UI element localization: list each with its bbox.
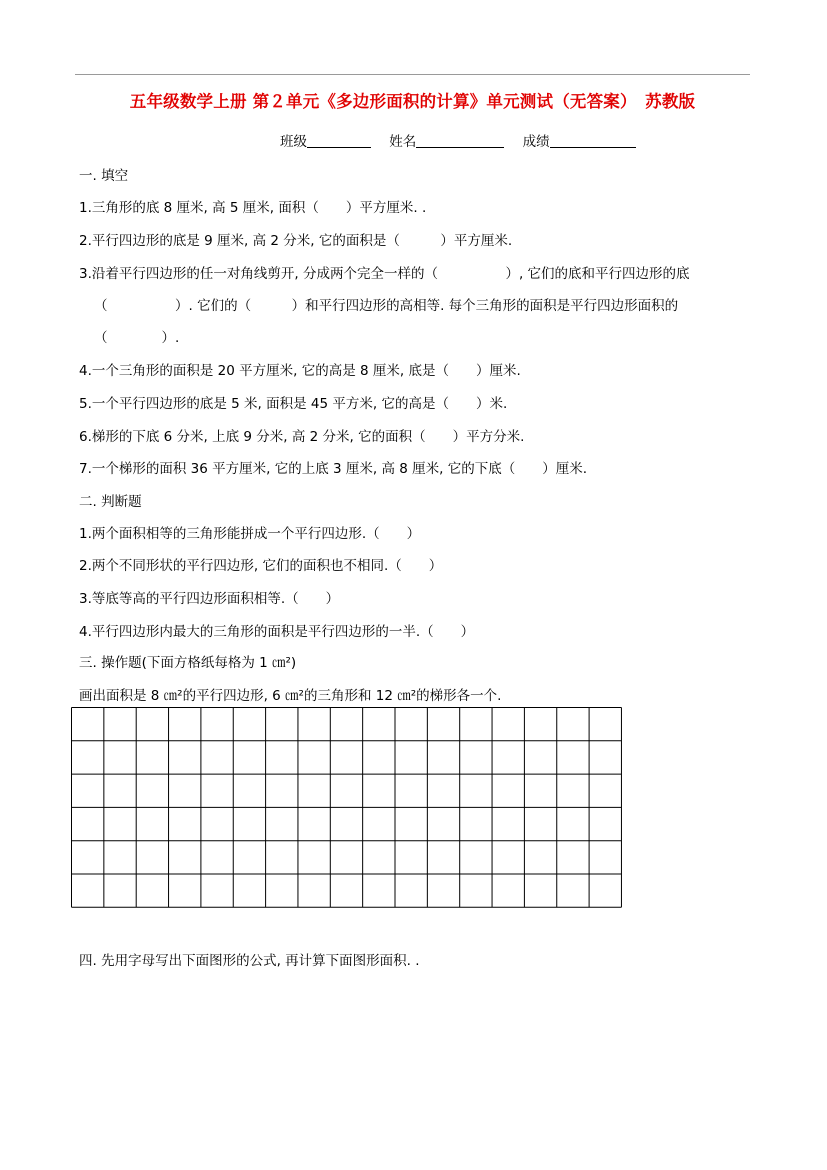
section1-q4: 4.一个三角形的面积是 20 平方厘米, 它的高是 8 厘米, 底是（ ）厘米. <box>79 363 521 379</box>
section2-q1: 1.两个面积相等的三角形能拼成一个平行四边形.（ ） <box>79 526 421 542</box>
section2-q4: 4.平行四边形内最大的三角形的面积是平行四边形的一半.（ ） <box>79 624 475 640</box>
class-label: 班级 <box>280 134 307 150</box>
header-rule <box>75 74 750 75</box>
name-blank[interactable] <box>416 133 504 148</box>
score-blank[interactable] <box>550 133 636 148</box>
student-info <box>280 130 650 150</box>
section1-q6: 6.梯形的下底 6 分米, 上底 9 分米, 高 2 分米, 它的面积（ ）平方分米. <box>79 429 525 445</box>
section1-q7: 7.一个梯形的面积 36 平方厘米, 它的上底 3 厘米, 高 8 厘米, 它的下底（ ）厘米. <box>79 461 588 477</box>
square-grid-paper[interactable] <box>71 707 623 909</box>
section1-q5: 5.一个平行四边形的底是 5 米, 面积是 45 平方米, 它的高是（ ）米. <box>79 396 508 412</box>
section1-q2: 2.平行四边形的底是 9 厘米, 高 2 分米, 它的面积是（ ）平方厘米. <box>79 233 513 249</box>
name-label: 姓名 <box>389 134 417 150</box>
section4-heading: 四. 先用字母写出下面图形的公式, 再计算下面图形面积. . <box>79 953 420 969</box>
section2-heading: 二. 判断题 <box>79 494 142 510</box>
section2-q3: 3.等底等高的平行四边形面积相等.（ ） <box>79 591 340 607</box>
section2-q2: 2.两个不同形状的平行四边形, 它们的面积也不相同.（ ） <box>79 558 443 574</box>
section1-q3-line3: （ ）. <box>94 330 180 346</box>
section1-heading: 一. 填空 <box>79 168 129 184</box>
section1-q3-line1: 3.沿着平行四边形的任一对角线剪开, 分成两个完全一样的（ ）, 它们的底和平行四边形的底 <box>79 266 690 282</box>
section1-q3-line2: （ ）. 它们的（ ）和平行四边形的高相等. 每个三角形的面积是平行四边形面积的 <box>94 298 679 314</box>
section3-heading: 三. 操作题(下面方格纸每格为 1 ㎝²) <box>79 655 297 671</box>
grid-svg <box>71 707 623 909</box>
page-title: 五年级数学上册 第２单元《多边形面积的计算》单元测试（无答案） 苏教版 <box>129 92 696 111</box>
section3-instruction: 画出面积是 8 ㎝²的平行四边形, 6 ㎝²的三角形和 12 ㎝²的梯形各一个. <box>79 688 502 704</box>
class-blank[interactable] <box>307 133 371 148</box>
score-label: 成绩 <box>522 134 550 150</box>
section1-q1: 1.三角形的底 8 厘米, 高 5 厘米, 面积（ ）平方厘米. . <box>79 200 427 216</box>
